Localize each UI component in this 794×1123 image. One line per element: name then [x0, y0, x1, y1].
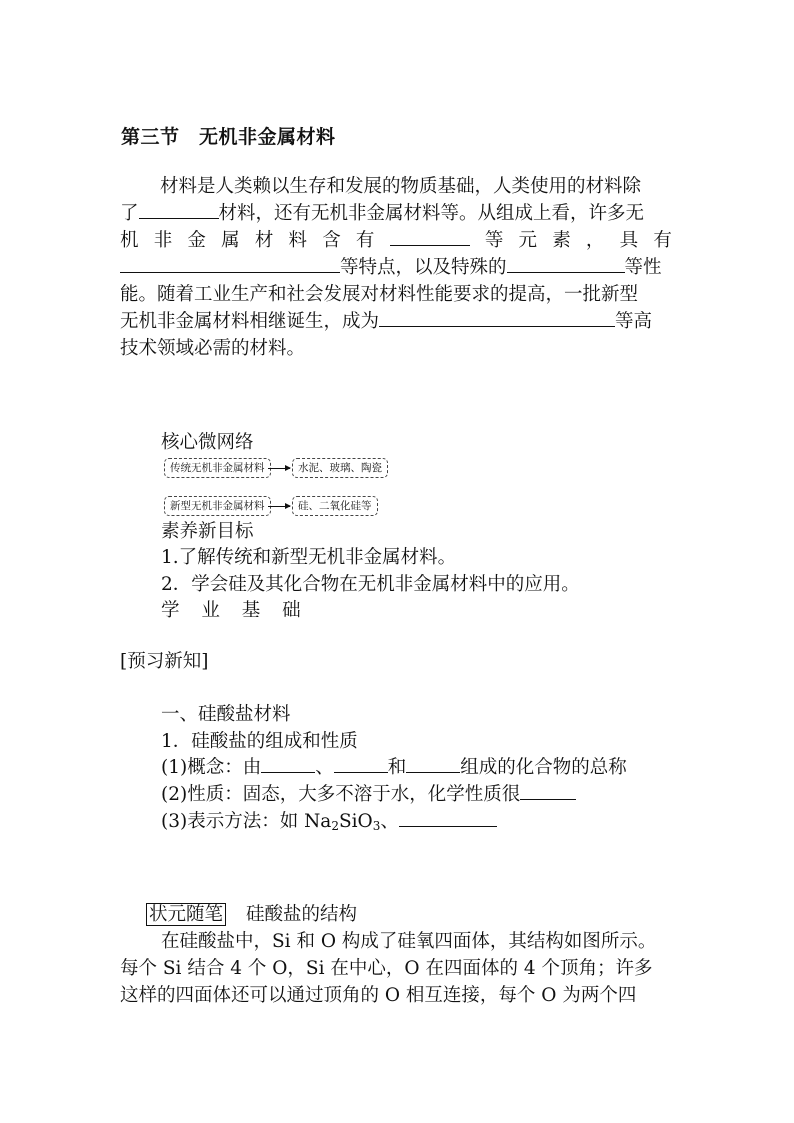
traditional-materials-box: 传统无机非金属材料 [164, 458, 271, 478]
char: 等 [484, 230, 504, 251]
preview-heading: [预习新知] [120, 651, 209, 672]
subscript: 2 [331, 819, 339, 833]
intro-text: 了 [120, 203, 139, 224]
new-materials-box: 新型无机非金属材料 [164, 496, 271, 516]
notes-line-2: 每个 Si 结合 4 个 O，Si 在中心，O 在四面体的 4 个顶角；许多 [120, 958, 653, 979]
intro-line-3 [120, 227, 672, 254]
goal-item-1: 1.了解传统和新型无机非金属材料。 [161, 547, 457, 568]
blank [390, 227, 470, 246]
char: 具 [619, 230, 639, 251]
intro-line-5: 能。随着工业生产和社会发展对材料性能要求的提高，一批新型 [120, 284, 639, 305]
notes-heading-line [146, 901, 357, 928]
section-title: 第三节 无机非金属材料 [121, 126, 336, 148]
blank [520, 781, 576, 800]
silicate-subheading: 1．硅酸盐的组成和性质 [161, 731, 358, 752]
arrow-icon [268, 506, 290, 507]
char: 属 [221, 230, 240, 251]
representation-line [161, 808, 497, 840]
text: (2)性质：固态，大多不溶于水，化学性质很 [161, 784, 521, 805]
intro-text: 材料，还有无机非金属材料等。从组成上看，许多无 [218, 203, 645, 224]
concept-network [164, 455, 404, 515]
notes-line-3: 这样的四面体还可以通过顶角的 O 相互连接，每个 O 为两个四 [120, 985, 637, 1006]
intro-text: 无机非金属材料相继诞生，成为 [120, 311, 380, 332]
intro-text: 等性 [624, 257, 662, 278]
new-examples-box: 硅、二氧化硅等 [292, 496, 378, 516]
text: 、 [380, 811, 399, 832]
blank [379, 308, 615, 327]
traditional-examples-box: 水泥、玻璃、陶瓷 [292, 458, 388, 478]
study-basis-heading: 学 业 基 础 [161, 600, 309, 621]
char: 有 [355, 230, 375, 251]
intro-line-6 [120, 308, 680, 335]
blank [334, 754, 388, 773]
blank [139, 200, 219, 219]
char: 机 [120, 230, 139, 251]
notes-line-1: 在硅酸盐中，Si 和 O 构成了硅氧四面体，其结构如图所示。 [161, 931, 657, 952]
intro-text: 等高 [615, 311, 653, 332]
char: 料 [288, 230, 308, 251]
char: 含 [322, 230, 341, 251]
intro-line-2 [120, 200, 680, 227]
notes-stamp: 状元随笔 [146, 903, 226, 926]
text: 、 [315, 757, 334, 778]
blank [261, 754, 315, 773]
intro-text: 等特点，以及特殊的 [340, 257, 507, 278]
text: SiO [338, 811, 373, 832]
property-line [161, 781, 576, 808]
goals-title: 素养新目标 [161, 521, 254, 542]
arrow-icon [268, 468, 290, 469]
notes-title: 硅酸盐的结构 [246, 904, 358, 925]
subscript: 3 [372, 819, 381, 833]
text: 组成的化合物的总称 [460, 757, 627, 778]
goal-item-2: 2．学会硅及其化合物在无机非金属材料中的应用。 [161, 574, 580, 595]
intro-line-4 [120, 254, 680, 281]
char: 有 [653, 230, 672, 251]
char: 金 [187, 230, 206, 251]
intro-line-1: 材料是人类赖以生存和发展的物质基础，人类使用的材料除 [160, 176, 642, 197]
blank [507, 254, 625, 273]
char: 素 [552, 230, 571, 251]
text: 和 [387, 757, 407, 778]
network-title: 核心微网络 [161, 432, 254, 453]
intro-paragraph [120, 173, 680, 362]
blank [120, 254, 340, 273]
char: ， [585, 230, 605, 251]
text: (1)概念：由 [161, 757, 262, 778]
blank [406, 754, 460, 773]
concept-line [161, 754, 627, 781]
char: 元 [518, 230, 538, 251]
silicate-heading: 一、硅酸盐材料 [161, 704, 291, 725]
char: 材 [254, 230, 274, 251]
text: (3)表示方法：如 Na [161, 811, 332, 832]
blank [399, 808, 497, 827]
char: 非 [153, 230, 173, 251]
intro-line-7: 技术领域必需的材料。 [120, 338, 306, 359]
